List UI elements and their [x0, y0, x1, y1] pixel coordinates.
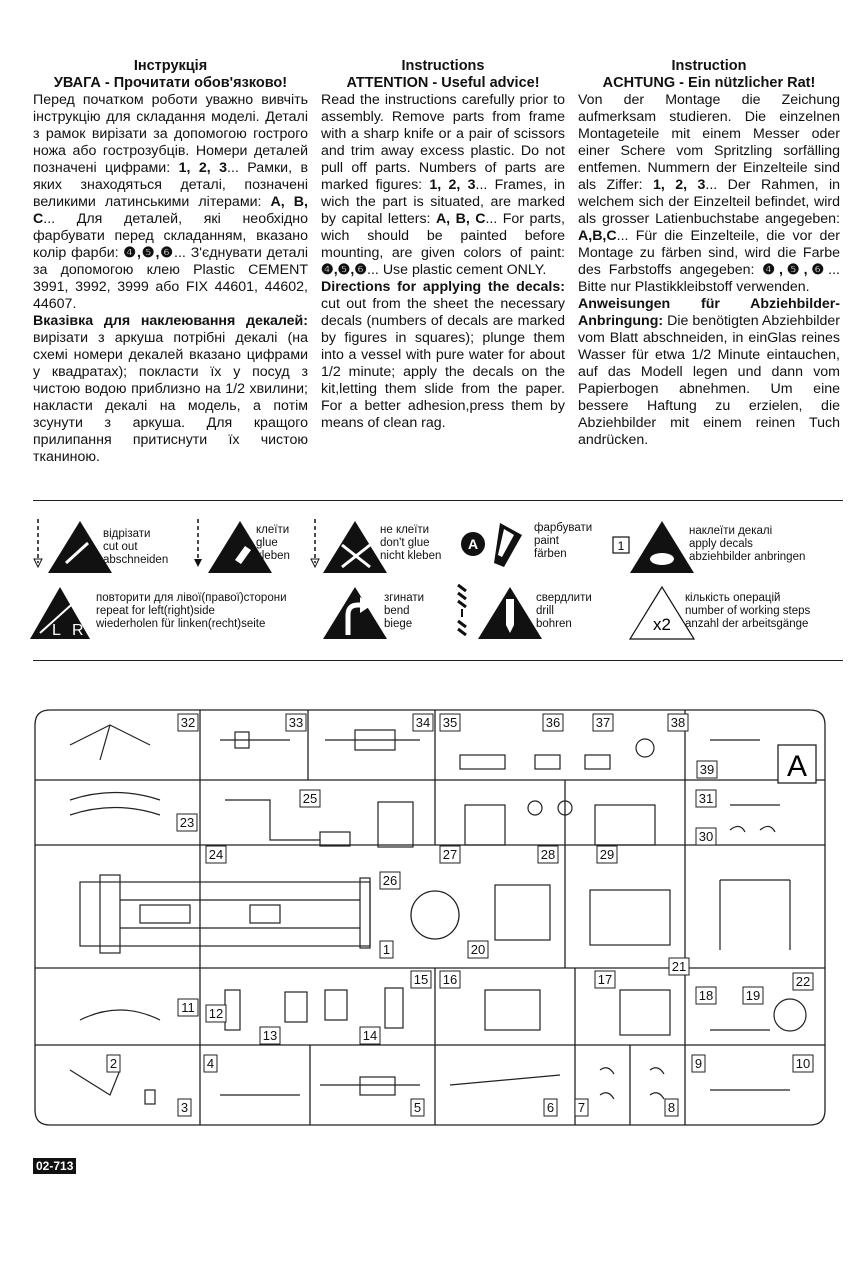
part-number-14: 14: [362, 1028, 378, 1043]
frame-letter: A: [786, 750, 808, 783]
part-number-10: 10: [795, 1056, 811, 1071]
part-number-33: 33: [288, 715, 304, 730]
drill-icon: [458, 585, 542, 639]
steps-mark: x2: [653, 615, 671, 634]
part-number-25: 25: [302, 791, 318, 806]
part-number-8: 8: [667, 1100, 676, 1115]
german-instructions: [578, 58, 840, 449]
legend-bend-label: згинати bend biege: [384, 592, 425, 630]
part-number-30: 30: [698, 829, 714, 844]
de-decals: Anweisungen für Abziehbilder-Anbringung: Die benötigten Abziehbilder vom Blatt abschneiden, in einGlas reines Wasser für etwa 1/2 Minute eintauchen, auf das Modell legen und dann vom Papierbogen abnehmen. Um eine bessere Haftung zu erzielen, die Abziehbilder mit einem reinen Tuch andrücken.: [578, 296, 840, 448]
repeat-left-right-icon: [30, 587, 90, 639]
part-number-4: 4: [206, 1056, 215, 1071]
part-number-34: 34: [415, 715, 431, 730]
part-number-12: 12: [208, 1006, 224, 1021]
part-number-5: 5: [413, 1100, 422, 1115]
part-number-36: 36: [545, 715, 561, 730]
de-body: Von der Montage die Zeichung aufmerksam studieren. Die einzelnen Montageteile mit einem Messer oder einer Schere vom Spritzling sorfälling entfemen. Nummern der Einzelteile sind als Ziffer: 1, 2, 3... Der Rahmen, in welchem sich der Einzelteil befindet, wird als grosser Latienbuchstabe angegeben: A,B,C... Für die Einzelteile, die vor der Montage zu färben sind, wird die Farbe des Farbstoffs angegeben: ❹,❺,❻... Bitte nur Plastikkleibstoff verwenden.: [578, 92, 840, 295]
part-number-24: 24: [208, 847, 224, 862]
part-number-23: 23: [179, 815, 195, 830]
en-decals: Directions for applying the decals: cut out from the sheet the necessary decals (numbers of decals are marked by figures in squares); plunge them into a vessel with pure water for about 1/2 minute; apply the decals on the kit,letting them slide from the paper. For a better adhesion,press them by means of clean rag.: [321, 279, 565, 431]
legend-decal-label: наклеїти декалі apply decals abziehbilder anbringen: [689, 525, 806, 563]
legend-glue-label: клеїти glue kleben: [256, 524, 290, 562]
decal-icon-number: 1: [617, 539, 625, 553]
part-number-19: 19: [745, 988, 761, 1003]
part-number-37: 37: [595, 715, 611, 730]
part-number-1: 1: [382, 942, 391, 957]
ukrainian-instructions: [33, 58, 308, 466]
legend-drill-label: свердлити drill bohren: [536, 592, 592, 630]
part-number-16: 16: [442, 972, 458, 987]
de-attention: ACHTUNG - Ein nützlicher Rat!: [602, 75, 816, 91]
legend-repeat-label: повторити для лівої(правої)сторони repeat for left(right)side wiederholen für linken(recht)seite: [96, 592, 287, 630]
part-number-18: 18: [698, 988, 714, 1003]
part-number-32: 32: [180, 715, 196, 730]
part-number-13: 13: [262, 1028, 278, 1043]
legend-noglue-label: не клеїти don't glue nicht kleben: [380, 524, 442, 562]
no-glue-icon: [311, 519, 387, 573]
part-number-17: 17: [597, 972, 613, 987]
sprue-diagram: [30, 700, 830, 1135]
part-number-29: 29: [599, 847, 615, 862]
part-number-31: 31: [698, 791, 714, 806]
repeat-letter-l: L: [52, 622, 61, 639]
part-number-38: 38: [670, 715, 686, 730]
english-instructions: [321, 58, 565, 432]
paint-icon-letter: A: [467, 536, 479, 552]
part-number-35: 35: [442, 715, 458, 730]
part-number-28: 28: [540, 847, 556, 862]
sprue-frame-a: [30, 700, 830, 1135]
decal-icon: [613, 521, 694, 573]
part-number-20: 20: [470, 942, 486, 957]
part-number-21: 21: [671, 959, 687, 974]
ua-decals: Вказівка для наклеювання декалей: вирізати з аркуша потрібні декалі (на схемі номери декалей вказано цифрами у квадратах); покласти їх у посуд з чистою водою приблизно на 1/2 хвилини; накласти декалі на модель, а потім зсунути з аркуша. Для кращого прилипання притиснути їх чистою тканиною.: [33, 313, 308, 465]
paint-icon: [461, 523, 522, 567]
part-number-39: 39: [699, 762, 715, 777]
part-number-26: 26: [382, 873, 398, 888]
part-number-22: 22: [795, 974, 811, 989]
de-title: Instruction: [671, 58, 747, 74]
repeat-letter-r: R: [72, 622, 84, 639]
bend-icon: [323, 587, 387, 639]
ua-title: Інструкція: [133, 58, 208, 74]
part-number-3: 3: [180, 1100, 189, 1115]
part-number-2: 2: [109, 1056, 118, 1071]
part-number-11: 11: [181, 1000, 195, 1015]
cut-icon: [34, 519, 112, 573]
ua-attention: УВАГА - Прочитати обов'язково!: [53, 75, 288, 91]
part-number-7: 7: [577, 1100, 586, 1115]
legend-paint-label: фарбувати paint färben: [534, 522, 593, 560]
en-attention: ATTENTION - Useful advice!: [346, 75, 540, 91]
ua-body: Перед початком роботи уважно вивчіть інструкцію для складання моделі. Деталі з рамок вирізати за допомогою гострого ножа або гострозубців. Номери деталей позначені цифрами: 1, 2, 3... Рамки, в яких знаходяться деталі, позначені великими латинськими літерами: A, B, C... Для деталей, які необхідно фарбувати перед складанням, вказано колір фарби: ❹,❺,❻... З'єднувати деталі за допомогою клею Plastic CEMENT 3991, 3992, 3999 або FIX 44601, 44602, 44607.: [33, 92, 309, 312]
footer-code: 02-713: [33, 1158, 76, 1174]
part-number-9: 9: [694, 1056, 703, 1071]
legend-cut-label: відрізати cut out abschneiden: [103, 528, 169, 566]
divider-bottom: [33, 660, 843, 661]
divider-top: [33, 500, 843, 501]
part-number-27: 27: [442, 847, 458, 862]
en-title: Instructions: [401, 58, 485, 74]
legend-steps-label: кількість операцій number of working steps anzahl der arbeitsgänge: [685, 592, 811, 630]
part-number-labels: [107, 714, 813, 1116]
frame-letter-box: [778, 745, 816, 783]
part-number-6: 6: [546, 1100, 555, 1115]
part-number-15: 15: [413, 972, 429, 987]
en-body: Read the instructions carefully prior to assembly. Remove parts from frame with a sharp knife or a pair of scissors and trim away excess plastic. Do not pull off parts. Numbers of parts are marked figures: 1, 2, 3... Frames, in wich the part is situated, are marked by capital letters: A, B, C... For parts, wich should be painted before mounting, are given colors of paint: ❹,❺,❻... Use plastic cement ONLY.: [321, 92, 565, 278]
